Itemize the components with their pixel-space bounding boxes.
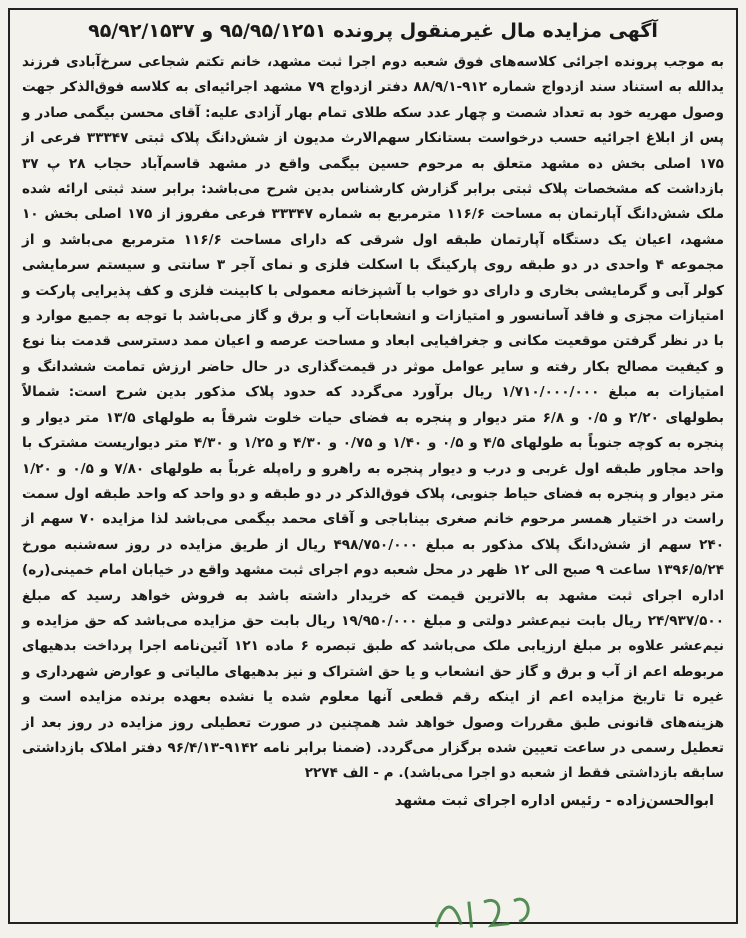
notice-signature: ابوالحسن‌زاده - رئیس اداره اجرای ثبت مشهد — [394, 792, 714, 809]
notice-body: به موجب پرونده اجرائی کلاسه‌های فوق شعبه دوم اجرا ثبت مشهد، خانم تکتم شجاعی سرخ‌آبادی فرزند یدالله به استناد سند ازدواج شماره ۹۱۲-۸۸/۹/۱ دفتر ازدواج ۷۹ مشهد اجرائیه‌ای به کلاسه فوق‌الذکر جهت وصول مهریه خود به تعداد شصت و چهار عدد سکه طلای تمام بهار آزادی علیه: آقای محسن بیگمی صادر و پس از ابلاغ اجرائیه حسب درخواست بستانکار سهم‌الارث مدیون از شش‌دانگ پلاک ثبتی ۳۳۳۴۷ فرعی از ۱۷۵ اصلی بخش ده مشهد متعلق به مرحوم حسین بیگمی واقع در مشهد قاسم‌آباد حجاب ۲۸ پ ۳۷ بازداشت که مشخصات پلاک ثبتی برابر گزارش کارشناس بدین شرح می‌باشد: برابر سند ثبتی ارائه شده ملک شش‌دانگ آپارتمان به مساحت ۱۱۶/۶ مترمربع به شماره ۳۳۳۴۷ فرعی مفروز از ۱۷۵ اصلی بخش ۱۰ مشهد، اعیان یک دستگاه آپارتمان طبقه اول شرقی که دارای مساحت ۱۱۶/۶ مترمربع می‌باشد و از مجموعه ۴ واحدی در دو طبقه روی پارکینگ با اسکلت فلزی و نمای آجر ۳ سانتی و سیستم سرمایشی کولر آبی و گرمایشی بخاری و دارای دو خواب با آشپزخانه معمولی با کابینت فلزی و کف پذیرایی پارکت و امتیازات مجزی و فاقد آسانسور و امتیازات و انشعابات آب و برق و گاز می‌باشد با توجه به جمیع موارد و با در نظر گرفتن موقعیت مکانی و جغرافیایی ابعاد و مساحت عرصه و اعیان ممد دسترسی قدمت بنا نوع و کیفیت مصالح بکار رفته و سایر عوامل موثر در قیمت‌گذاری در حال حاضر ارزش تمامت ششدانگ و امتیازات به مبلغ ۱/۷۱۰/۰۰۰/۰۰۰ ریال برآورد می‌گردد که حدود پلاک مذکور بدین شرح است: شمالاً بطولهای ۲/۲۰ و ۰/۵ و ۶/۸ متر دیوار و پنجره به فضای حیات خلوت شرقاً به طولهای ۱۳/۵ متر دیوار و پنجره به کوچه جنوباً به طولهای ۴/۵ و ۰/۵ و ۱/۴۰ و ۰/۷۵ و ۴/۳۰ و ۱/۲۵ و ۴/۳۰ متر دیواریست مشترک با واحد مجاور طبقه اول غربی و درب و دیوار پنجره به راهرو و راه‌پله غرباً به طولهای ۷/۸۰ و ۰/۵ و ۱/۲۰ متر دیوار و پنجره به فضای حیاط جنوبی، پلاک فوق‌الذکر در دو طبقه و دو واحد که واحد طبقه اول سمت راست در اختیار همسر مرحوم خانم صغری بیناباجی و آقای محمد بیگمی می‌باشد لذا مزایده ۷۰ سهم از ۲۴۰ سهم از شش‌دانگ پلاک مذکور به مبلغ ۴۹۸/۷۵۰/۰۰۰ ریال از طریق مزایده در روز سه‌شنبه مورخ ۱۳۹۶/۵/۲۴ ساعت ۹ صبح الی ۱۲ ظهر در محل شعبه دوم اجرای ثبت مشهد واقع در خیابان امام خمینی(ره) اداره اجرای ثبت مشهد به بالاترین قیمت که خریدار داشته باشد به فروش خواهد رسید که مبلغ ۲۴/۹۳۷/۵۰۰ ریال بابت نیم‌عشر دولتی و مبلغ ۱۹/۹۵۰/۰۰۰ ریال بابت حق مزایده می‌باشد که حق مزایده و نیم‌عشر علاوه بر مبلغ ارزیابی ملک می‌باشد که طبق تبصره ۶ ماده ۱۲۱ آئین‌نامه اجرا پرداخت بدهیهای مربوطه اعم از آب و برق و گاز حق انشعاب و یا حق اشتراک و نیز بدهیهای مالیاتی و عوارض شهرداری و غیره تا تاریخ مزایده اعم از اینکه رقم قطعی آنها معلوم شده یا نشده بعهده برنده مزایده است و هزینه‌های قانونی طبق مقررات وصول خواهد شد همچنین در صورت تعطیلی روز مزایده در روز بعد از تعطیل رسمی در ساعت تعیین شده برگزار می‌گردد. (ضمنا برابر نامه ۹۱۴۲-۹۶/۴/۱۳ دفتر املاک بازداشتی سابقه بازداشتی فقط از شعبه دو اجرا می‌باشد). م - الف ۲۲۷۴ — [22, 54, 725, 782]
notice-clipping — [8, 8, 738, 924]
notice-title: آگهی مزایده مال غیرمنقول پرونده ۹۵/۹۵/۱۲۵۱ و ۹۵/۹۲/۱۵۳۷ — [88, 20, 658, 42]
